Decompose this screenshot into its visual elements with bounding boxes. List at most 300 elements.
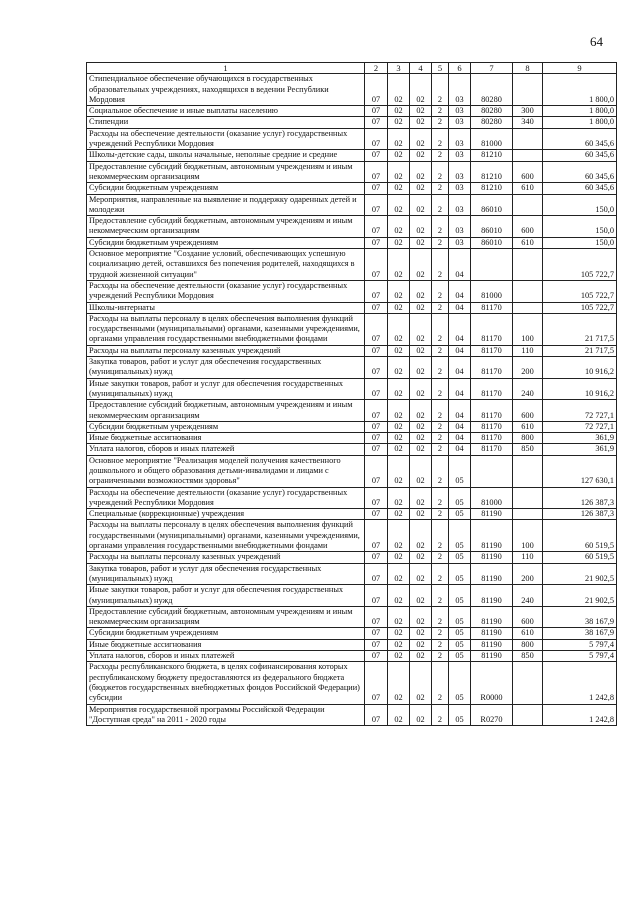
code-cell: 2 — [432, 378, 449, 400]
code-cell: 81190 — [471, 651, 513, 662]
row-name-cell: Иные закупки товаров, работ и услуг для обеспечения государственных (муниципальных) нужд — [87, 378, 365, 400]
table-row — [87, 606, 617, 628]
amount-cell: 150,0 — [543, 237, 617, 248]
row-name-cell: Социальное обеспечение и иные выплаты населению — [87, 106, 365, 117]
row-name-cell: Предоставление субсидий бюджетным, автономным учреждениям и иным некоммерческим организациям — [87, 400, 365, 422]
row-name-cell: Основное мероприятие "Реализация моделей получения качественного дошкольного и общего образования детьми-инвалидами и лицами с ограниченными возможностями здоровья" — [87, 455, 365, 487]
column-header: 9 — [543, 63, 617, 74]
code-cell: 300 — [513, 106, 543, 117]
code-cell: 80280 — [471, 106, 513, 117]
code-cell: 05 — [449, 704, 471, 726]
code-cell: 02 — [410, 161, 432, 183]
code-cell: 02 — [388, 487, 410, 509]
code-cell: 81170 — [471, 444, 513, 455]
code-cell: 86010 — [471, 216, 513, 238]
code-cell: 02 — [410, 194, 432, 216]
code-cell: 02 — [388, 520, 410, 552]
code-cell: 04 — [449, 400, 471, 422]
table-header-row — [87, 63, 617, 74]
code-cell: 86010 — [471, 194, 513, 216]
code-cell: 81170 — [471, 433, 513, 444]
code-cell — [513, 74, 543, 106]
table-row — [87, 400, 617, 422]
table-row — [87, 563, 617, 585]
table-row — [87, 216, 617, 238]
code-cell: 2 — [432, 194, 449, 216]
amount-cell: 5 797,4 — [543, 639, 617, 650]
code-cell: 07 — [365, 585, 388, 607]
code-cell: 02 — [388, 345, 410, 356]
row-name-cell: Субсидии бюджетным учреждениям — [87, 237, 365, 248]
amount-cell: 60 345,6 — [543, 128, 617, 150]
code-cell: 02 — [388, 421, 410, 432]
code-cell: 07 — [365, 313, 388, 345]
code-cell: 02 — [388, 444, 410, 455]
code-cell: 2 — [432, 161, 449, 183]
code-cell: 02 — [388, 302, 410, 313]
table-row — [87, 345, 617, 356]
code-cell: 240 — [513, 378, 543, 400]
code-cell: 2 — [432, 345, 449, 356]
code-cell: 07 — [365, 520, 388, 552]
code-cell: 81170 — [471, 357, 513, 379]
code-cell: 02 — [388, 249, 410, 281]
table-row — [87, 106, 617, 117]
code-cell: 07 — [365, 606, 388, 628]
code-cell: 04 — [449, 302, 471, 313]
code-cell — [513, 509, 543, 520]
code-cell: 02 — [410, 117, 432, 128]
code-cell: 2 — [432, 117, 449, 128]
row-name-cell: Специальные (коррекционные) учреждения — [87, 509, 365, 520]
code-cell: 05 — [449, 455, 471, 487]
code-cell: 07 — [365, 106, 388, 117]
code-cell: 03 — [449, 117, 471, 128]
amount-cell: 1 800,0 — [543, 117, 617, 128]
row-name-cell: Уплата налогов, сборов и иных платежей — [87, 444, 365, 455]
column-header: 1 — [87, 63, 365, 74]
code-cell: 610 — [513, 421, 543, 432]
row-name-cell: Основное мероприятие "Создание условий, обеспечивающих успешную социализацию детей, оставшихся без попечения родителей, находящихся в трудной жизненной ситуации" — [87, 249, 365, 281]
table-row — [87, 194, 617, 216]
code-cell: 04 — [449, 249, 471, 281]
row-name-cell: Уплата налогов, сборов и иных платежей — [87, 651, 365, 662]
code-cell: 02 — [388, 106, 410, 117]
code-cell: 81210 — [471, 150, 513, 161]
code-cell: 600 — [513, 606, 543, 628]
code-cell: 81000 — [471, 280, 513, 302]
code-cell: 03 — [449, 237, 471, 248]
table-row — [87, 433, 617, 444]
code-cell — [513, 302, 543, 313]
amount-cell: 126 387,3 — [543, 487, 617, 509]
code-cell: 07 — [365, 74, 388, 106]
code-cell: 2 — [432, 280, 449, 302]
table-row — [87, 150, 617, 161]
code-cell: 04 — [449, 280, 471, 302]
code-cell: 850 — [513, 444, 543, 455]
row-name-cell: Школы-детские сады, школы начальные, неполные средние и средние — [87, 150, 365, 161]
code-cell — [513, 249, 543, 281]
code-cell: 02 — [410, 357, 432, 379]
table-row — [87, 249, 617, 281]
code-cell: 110 — [513, 345, 543, 356]
code-cell: 02 — [410, 400, 432, 422]
code-cell: 800 — [513, 433, 543, 444]
code-cell: 02 — [388, 117, 410, 128]
code-cell: 02 — [388, 563, 410, 585]
code-cell: 02 — [410, 662, 432, 704]
code-cell: 81190 — [471, 639, 513, 650]
row-name-cell: Расходы на выплаты персоналу в целях обеспечения выполнения функций государственными (муниципальными) органами, казенными учреждениями, органами управления государственными внебюджетными фондами — [87, 520, 365, 552]
table-row — [87, 520, 617, 552]
row-name-cell: Стипендиальное обеспечение обучающихся в государственных образовательных учреждениях, находящихся в ведении Республики Мордовия — [87, 74, 365, 106]
code-cell: 07 — [365, 161, 388, 183]
code-cell: 02 — [388, 400, 410, 422]
table-row — [87, 161, 617, 183]
code-cell: 07 — [365, 302, 388, 313]
code-cell: 02 — [388, 433, 410, 444]
amount-cell: 60 345,6 — [543, 161, 617, 183]
code-cell: 2 — [432, 421, 449, 432]
code-cell: 07 — [365, 357, 388, 379]
code-cell: 05 — [449, 563, 471, 585]
table-row — [87, 117, 617, 128]
code-cell: R0270 — [471, 704, 513, 726]
row-name-cell: Предоставление субсидий бюджетным, автономным учреждениям и иным некоммерческим организациям — [87, 216, 365, 238]
code-cell: 80280 — [471, 117, 513, 128]
code-cell: 600 — [513, 216, 543, 238]
table-row — [87, 509, 617, 520]
code-cell: 81000 — [471, 128, 513, 150]
code-cell: 2 — [432, 313, 449, 345]
row-name-cell: Расходы на обеспечение деятельности (оказание услуг) государственных учреждений Республики Мордовия — [87, 487, 365, 509]
code-cell — [513, 455, 543, 487]
code-cell: 02 — [410, 216, 432, 238]
row-name-cell: Мероприятия государственной программы Российской Федерации "Доступная среда" на 2011 - 2020 годы — [87, 704, 365, 726]
code-cell: 07 — [365, 421, 388, 432]
code-cell: 2 — [432, 704, 449, 726]
code-cell: 2 — [432, 455, 449, 487]
code-cell: 02 — [388, 183, 410, 194]
code-cell: 610 — [513, 183, 543, 194]
page-number: 64 — [590, 34, 603, 49]
code-cell: 03 — [449, 106, 471, 117]
row-name-cell: Школы-интернаты — [87, 302, 365, 313]
code-cell: 04 — [449, 345, 471, 356]
code-cell: 81190 — [471, 520, 513, 552]
amount-cell: 1 800,0 — [543, 74, 617, 106]
code-cell: R0000 — [471, 662, 513, 704]
code-cell: 04 — [449, 433, 471, 444]
code-cell: 07 — [365, 150, 388, 161]
amount-cell: 72 727,1 — [543, 421, 617, 432]
code-cell: 07 — [365, 444, 388, 455]
table-row — [87, 455, 617, 487]
code-cell: 07 — [365, 487, 388, 509]
code-cell: 07 — [365, 563, 388, 585]
code-cell: 81210 — [471, 183, 513, 194]
code-cell — [513, 128, 543, 150]
table-row — [87, 651, 617, 662]
code-cell: 2 — [432, 651, 449, 662]
code-cell: 2 — [432, 639, 449, 650]
row-name-cell: Расходы республиканского бюджета, в целях софинансирования которых республиканскому бюджету предоставляются из федерального бюджета (бюджетов государственных внебюджетных фондов Российской Федерации) субсидии — [87, 662, 365, 704]
code-cell: 04 — [449, 421, 471, 432]
code-cell: 2 — [432, 128, 449, 150]
code-cell: 02 — [410, 704, 432, 726]
amount-cell: 21 902,5 — [543, 563, 617, 585]
code-cell: 2 — [432, 433, 449, 444]
code-cell: 02 — [410, 444, 432, 455]
code-cell: 2 — [432, 237, 449, 248]
code-cell: 02 — [388, 662, 410, 704]
code-cell: 02 — [388, 216, 410, 238]
code-cell: 81170 — [471, 400, 513, 422]
row-name-cell: Субсидии бюджетным учреждениям — [87, 183, 365, 194]
table-row — [87, 421, 617, 432]
amount-cell: 21 902,5 — [543, 585, 617, 607]
code-cell: 02 — [410, 455, 432, 487]
code-cell: 81190 — [471, 509, 513, 520]
code-cell: 07 — [365, 651, 388, 662]
code-cell: 03 — [449, 128, 471, 150]
code-cell: 81170 — [471, 421, 513, 432]
code-cell: 02 — [410, 487, 432, 509]
code-cell: 07 — [365, 639, 388, 650]
amount-cell: 72 727,1 — [543, 400, 617, 422]
row-name-cell: Расходы на обеспечение деятельности (оказание услуг) государственных учреждений Республики Мордовия — [87, 280, 365, 302]
code-cell: 02 — [388, 509, 410, 520]
code-cell: 07 — [365, 280, 388, 302]
code-cell: 02 — [410, 639, 432, 650]
code-cell: 03 — [449, 183, 471, 194]
amount-cell: 1 800,0 — [543, 106, 617, 117]
code-cell: 02 — [410, 150, 432, 161]
code-cell: 05 — [449, 552, 471, 563]
code-cell: 04 — [449, 378, 471, 400]
code-cell: 02 — [410, 651, 432, 662]
code-cell: 05 — [449, 585, 471, 607]
code-cell: 02 — [388, 357, 410, 379]
table-row — [87, 302, 617, 313]
code-cell: 04 — [449, 444, 471, 455]
code-cell — [513, 194, 543, 216]
code-cell: 81170 — [471, 313, 513, 345]
code-cell: 02 — [388, 585, 410, 607]
code-cell: 02 — [388, 150, 410, 161]
code-cell: 2 — [432, 106, 449, 117]
amount-cell: 105 722,7 — [543, 302, 617, 313]
code-cell: 07 — [365, 128, 388, 150]
code-cell: 03 — [449, 216, 471, 238]
code-cell: 610 — [513, 237, 543, 248]
code-cell: 07 — [365, 509, 388, 520]
code-cell: 81170 — [471, 302, 513, 313]
code-cell: 07 — [365, 400, 388, 422]
code-cell — [513, 487, 543, 509]
code-cell: 81210 — [471, 161, 513, 183]
code-cell: 02 — [388, 628, 410, 639]
amount-cell: 60 345,6 — [543, 150, 617, 161]
code-cell: 02 — [388, 161, 410, 183]
code-cell: 03 — [449, 74, 471, 106]
code-cell: 2 — [432, 487, 449, 509]
column-header: 7 — [471, 63, 513, 74]
code-cell: 100 — [513, 520, 543, 552]
code-cell: 02 — [388, 194, 410, 216]
code-cell: 07 — [365, 628, 388, 639]
code-cell — [513, 662, 543, 704]
code-cell: 02 — [410, 585, 432, 607]
code-cell: 2 — [432, 520, 449, 552]
column-header: 5 — [432, 63, 449, 74]
code-cell — [471, 455, 513, 487]
code-cell: 07 — [365, 455, 388, 487]
table-row — [87, 639, 617, 650]
code-cell: 02 — [388, 378, 410, 400]
code-cell: 02 — [388, 280, 410, 302]
code-cell: 02 — [410, 302, 432, 313]
table-row — [87, 280, 617, 302]
table-row — [87, 444, 617, 455]
code-cell: 02 — [410, 280, 432, 302]
code-cell: 02 — [388, 74, 410, 106]
code-cell: 02 — [410, 128, 432, 150]
code-cell — [513, 280, 543, 302]
code-cell: 340 — [513, 117, 543, 128]
code-cell: 850 — [513, 651, 543, 662]
code-cell: 02 — [388, 455, 410, 487]
code-cell: 02 — [410, 183, 432, 194]
code-cell: 04 — [449, 313, 471, 345]
row-name-cell: Предоставление субсидий бюджетным, автономным учреждениям и иным некоммерческим организациям — [87, 606, 365, 628]
code-cell: 200 — [513, 563, 543, 585]
amount-cell: 1 242,8 — [543, 662, 617, 704]
code-cell: 07 — [365, 117, 388, 128]
amount-cell: 5 797,4 — [543, 651, 617, 662]
table-row — [87, 183, 617, 194]
code-cell: 02 — [388, 639, 410, 650]
amount-cell: 361,9 — [543, 433, 617, 444]
code-cell: 03 — [449, 194, 471, 216]
budget-table — [86, 62, 617, 726]
row-name-cell: Иные бюджетные ассигнования — [87, 639, 365, 650]
table-row — [87, 378, 617, 400]
code-cell: 02 — [410, 509, 432, 520]
amount-cell: 1 242,8 — [543, 704, 617, 726]
code-cell: 07 — [365, 345, 388, 356]
table-row — [87, 662, 617, 704]
code-cell: 05 — [449, 628, 471, 639]
code-cell: 100 — [513, 313, 543, 345]
table-row — [87, 74, 617, 106]
code-cell: 86010 — [471, 237, 513, 248]
code-cell: 2 — [432, 563, 449, 585]
code-cell: 02 — [410, 563, 432, 585]
code-cell: 2 — [432, 400, 449, 422]
amount-cell: 10 916,2 — [543, 357, 617, 379]
code-cell: 05 — [449, 639, 471, 650]
code-cell: 2 — [432, 628, 449, 639]
amount-cell: 361,9 — [543, 444, 617, 455]
row-name-cell: Субсидии бюджетным учреждениям — [87, 628, 365, 639]
amount-cell: 60 519,5 — [543, 520, 617, 552]
code-cell: 07 — [365, 249, 388, 281]
amount-cell: 38 167,9 — [543, 606, 617, 628]
code-cell: 2 — [432, 606, 449, 628]
row-name-cell: Предоставление субсидий бюджетным, автономным учреждениям и иным некоммерческим организациям — [87, 161, 365, 183]
code-cell: 2 — [432, 585, 449, 607]
code-cell: 81190 — [471, 552, 513, 563]
code-cell: 02 — [388, 651, 410, 662]
code-cell: 05 — [449, 520, 471, 552]
code-cell: 05 — [449, 509, 471, 520]
code-cell: 240 — [513, 585, 543, 607]
row-name-cell: Мероприятия, направленные на выявление и поддержку одаренных детей и молодежи — [87, 194, 365, 216]
code-cell: 02 — [410, 106, 432, 117]
column-header: 4 — [410, 63, 432, 74]
row-name-cell: Закупка товаров, работ и услуг для обеспечения государственных (муниципальных) нужд — [87, 563, 365, 585]
row-name-cell: Стипендии — [87, 117, 365, 128]
code-cell: 02 — [410, 421, 432, 432]
amount-cell: 60 519,5 — [543, 552, 617, 563]
code-cell: 81000 — [471, 487, 513, 509]
table-row — [87, 552, 617, 563]
code-cell: 05 — [449, 651, 471, 662]
code-cell: 03 — [449, 161, 471, 183]
code-cell — [513, 704, 543, 726]
code-cell: 110 — [513, 552, 543, 563]
code-cell: 07 — [365, 662, 388, 704]
code-cell: 81190 — [471, 606, 513, 628]
code-cell: 81170 — [471, 378, 513, 400]
row-name-cell: Иные бюджетные ассигнования — [87, 433, 365, 444]
code-cell: 2 — [432, 662, 449, 704]
code-cell: 800 — [513, 639, 543, 650]
code-cell: 02 — [410, 433, 432, 444]
code-cell: 81190 — [471, 563, 513, 585]
code-cell: 2 — [432, 302, 449, 313]
amount-cell: 21 717,5 — [543, 313, 617, 345]
code-cell: 07 — [365, 704, 388, 726]
code-cell: 02 — [410, 378, 432, 400]
table-row — [87, 585, 617, 607]
code-cell: 02 — [410, 606, 432, 628]
code-cell: 02 — [410, 628, 432, 639]
table-row — [87, 128, 617, 150]
table-row — [87, 357, 617, 379]
code-cell: 2 — [432, 444, 449, 455]
code-cell: 80280 — [471, 74, 513, 106]
code-cell: 2 — [432, 216, 449, 238]
code-cell: 02 — [410, 249, 432, 281]
table-row — [87, 628, 617, 639]
code-cell: 81190 — [471, 585, 513, 607]
row-name-cell: Расходы на выплаты персоналу в целях обеспечения выполнения функций государственными (муниципальными) органами, казенными учреждениями, органами управления государственными внебюджетными фондами — [87, 313, 365, 345]
code-cell: 02 — [410, 237, 432, 248]
code-cell: 600 — [513, 161, 543, 183]
code-cell: 81190 — [471, 628, 513, 639]
table-row — [87, 313, 617, 345]
code-cell: 200 — [513, 357, 543, 379]
code-cell: 2 — [432, 357, 449, 379]
code-cell: 05 — [449, 662, 471, 704]
code-cell: 02 — [388, 237, 410, 248]
row-name-cell: Субсидии бюджетным учреждениям — [87, 421, 365, 432]
code-cell: 2 — [432, 183, 449, 194]
code-cell — [513, 150, 543, 161]
